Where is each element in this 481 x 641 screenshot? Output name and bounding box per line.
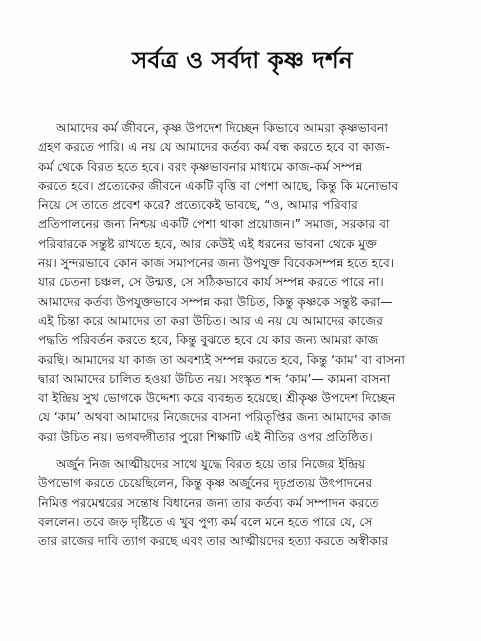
paragraph-2 [38,455,447,551]
text-line: নয়। সুন্দরভাবে কোন কাজ সমাপনের জন্য উপযুক্ত বিবেকসম্পন্ন হতে হবে। [38,256,395,271]
text-line: করা উচিত নয়। ভগবদ্গীতার পুরো শিক্ষাটি এই নীতির ওপর প্রতিষ্ঠিত। [38,429,373,444]
text-line: কর্ম থেকে বিরত হতে হবে। বরং কৃষ্ণভাবনার মাধ্যমে কাজ-কর্ম সম্পন্ন [38,159,363,174]
text-line: করছি। আমাদের যা কাজ তা অবশ্যই সম্পন্ন করতে হবে, কিন্তু ‘কাম’ বা বাসনা [38,352,405,367]
text-line: করতে হবে। প্রত্যেকের জীবনে একটি বৃত্তি বা পেশা আছে, কিন্তু কি মনোভাব [38,178,399,193]
text-line: পদ্ধতি পরিবর্তন করতে হবে, কিন্তু বুঝতে হবে যে কার জন্য আমরা কাজ [38,333,379,348]
text-line: পরিবারকে সন্তুষ্ট রাখতে হবে, আর কেউই এই ধরনের ভাবনা থেকে মুক্ত [38,236,377,251]
text-line: নিয়ে সে তাতে প্রবেশ করে? প্রত্যেকেই ভাবছে, “ও, আমার পরিবার [38,198,358,213]
text-line: গ্রহণ করতে পারি। এ নয় যে আমাদের কর্তব্য কর্ম বন্ধ করতে হবে বা কাজ- [38,140,390,155]
text-line: আমাদের কর্ম জীবনে, কৃষ্ণ উপদেশ দিচ্ছেন কিভাবে আমরা কৃষ্ণভাবনা [56,121,388,135]
page-title: সর্বত্র ও সর্বদা কৃষ্ণ দর্শন [132,48,353,74]
text-line: যে ‘কাম’ অথবা আমাদের নিজেদের বাসনা পরিতৃপ্তির জন্য আমাদের কাজ [38,410,392,425]
text-line: তার রাজের দাবি ত্যাগ করছে এবং তার আত্মীয়দের হত্যা করতে অস্বীকার [38,534,389,549]
text-line: নিমিত্ত পরমেশ্বরের সন্তোষ বিধানের জন্য তার কর্তব্য কর্ম সম্পাদন করতে [38,495,379,510]
text-line: দ্বারা আমাদের চালিত হওয়া উচিত নয়। সংস্কৃত শব্দ ‘কাম’— কামনা বাসনা [38,371,391,386]
text-line: বা ইন্দ্রিয় সুখ ভোগকে উদ্দেশ্য করে ব্যবহৃত হয়েছে। শ্রীকৃষ্ণ উপদেশ দিচ্ছেন [38,391,396,406]
paragraph-1 [38,119,447,447]
text-line: অর্জুন নিজ আত্মীয়দের সাথে যুদ্ধে বিরত হয়ে তার নিজের ইন্দ্রিয় [56,457,366,472]
text-line: যার চেতনা চঞ্চল, সে উন্মত্ত, সে সঠিকভাবে কার্য সম্পন্ন করতে পারে না। [38,275,384,290]
text-line: উপভোগ করতে চেয়েছিলেন, কিন্তু কৃষ্ণ অর্জুনের দৃঢ়প্রত্যয় উৎপাদনের [38,476,373,491]
text-line: প্রতিপালনের জন্য নিশ্চয় একটি পেশা থাকা প্রয়োজন।” সমাজ, সরকার বা [38,217,390,232]
text-line: আমাদের কর্তব্য উপযুক্তভাবে সম্পন্ন করা উচিত, কিন্তু কৃষ্ণকে সন্তুষ্ট করা— [38,294,393,309]
text-line: এই চিন্তা করে আমাদের তা করা উচিত। আর এ নয় যে আমাদের কাজের [38,313,383,328]
text-line: বললেন। তবে জড় দৃষ্টিতে এ খুব পুণ্য কর্ম বলে মনে হতে পারে যে, সে [38,514,373,529]
